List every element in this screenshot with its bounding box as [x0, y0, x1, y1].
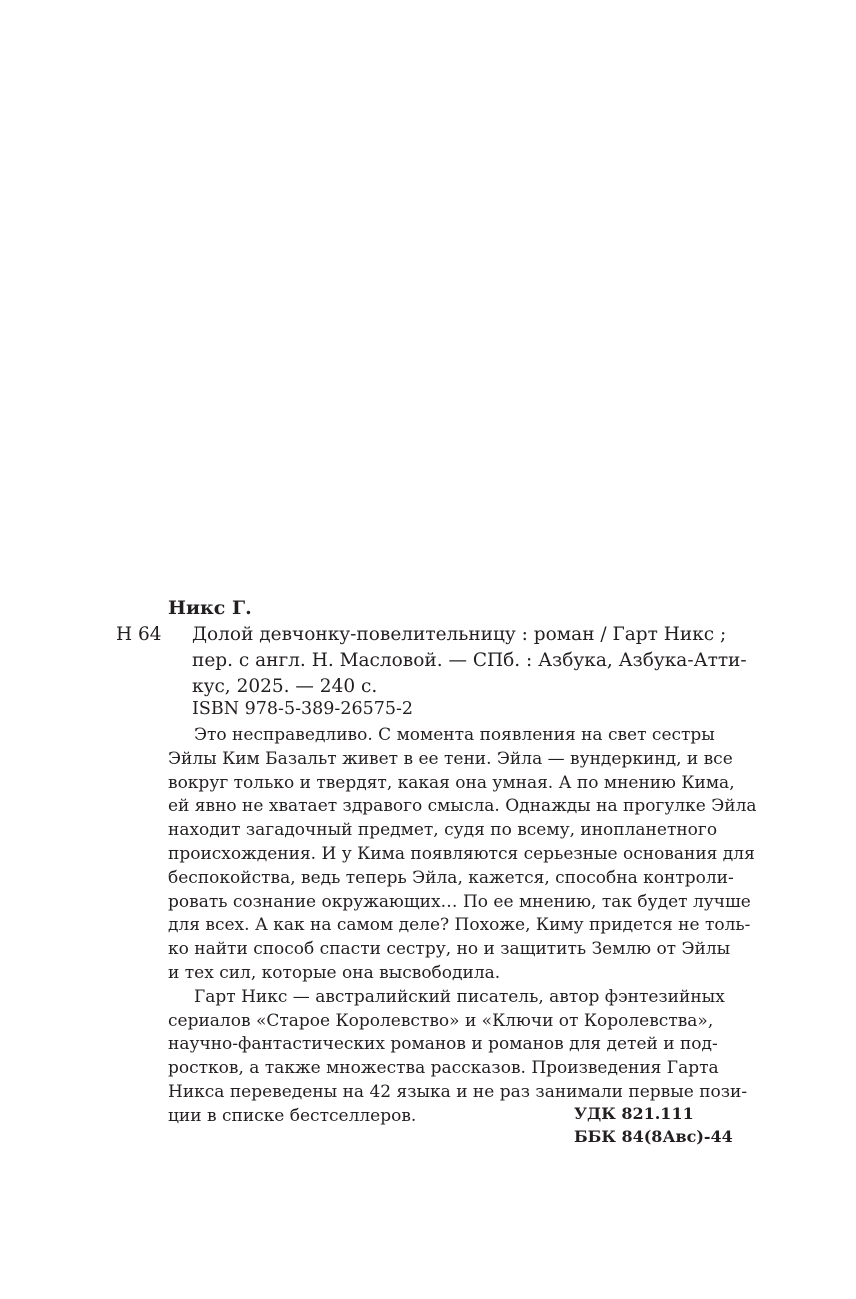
annotation-line: находит загадочный предмет, судя по всему, инопланетного [168, 820, 718, 841]
bibliographic-line: кус, 2025. — 240 с. [192, 676, 378, 697]
bibliographic-description [192, 622, 747, 700]
annotation-line: ции в списке бестселлеров. [168, 1105, 417, 1126]
annotation-line: ко найти способ спасти сестру, но и защитить Землю от Эйлы [168, 939, 731, 960]
annotation-paragraph [168, 724, 757, 986]
annotation-line: и тех сил, которые она высвободила. [168, 962, 501, 983]
annotation-line: ростков, а также множества рассказов. Произведения Гарта [168, 1058, 719, 1079]
udk-code: УДК 821.111 [574, 1104, 694, 1123]
classification-codes [574, 1102, 733, 1148]
annotation-line: Это несправедливо. С момента появления на свет сестры [194, 725, 715, 745]
annotation-line: беспокойства, ведь теперь Эйла, кажется, способна контроли- [168, 867, 734, 888]
annotation-line: Гарт Никс — австралийский писатель, автор фэнтезийных [194, 986, 725, 1007]
annotation-line: сериалов «Старое Королевство» и «Ключи от Королевства», [168, 1010, 714, 1031]
annotation-line: ей явно не хватает здравого смысла. Однажды на прогулке Эйла [168, 796, 757, 817]
annotation [168, 724, 757, 1129]
annotation-line: научно-фантастических романов и романов для детей и под- [168, 1034, 718, 1055]
author-mark-code: Н 64 [116, 624, 162, 645]
annotation-line: Никса переведены на 42 языка и не раз занимали первые пози- [168, 1081, 748, 1102]
author-heading: Никс Г. [168, 597, 252, 619]
annotation-line: ровать сознание окружающих… По ее мнению, так будет лучше [168, 891, 751, 912]
annotation-line: вокруг только и твердят, какая она умная. А по мнению Кима, [168, 772, 735, 793]
bbk-code: ББК 84(8Авс)-44 [574, 1127, 733, 1146]
annotation-line: Эйлы Ким Базальт живет в ее тени. Эйла — вундеркинд, и все [168, 748, 733, 769]
annotation-line: для всех. А как на самом деле? Похоже, Киму придется не толь- [168, 915, 751, 936]
bibliographic-line: пер. с англ. Н. Масловой. — СПб. : Азбука, Азбука-Атти- [192, 650, 747, 671]
bibliographic-line: Долой девчонку-повелительницу : роман / Гарт Никс ; [192, 624, 727, 645]
annotation-line: происхождения. И у Кима появляются серьезные основания для [168, 843, 755, 864]
isbn: ISBN 978-5-389-26575-2 [192, 699, 414, 719]
